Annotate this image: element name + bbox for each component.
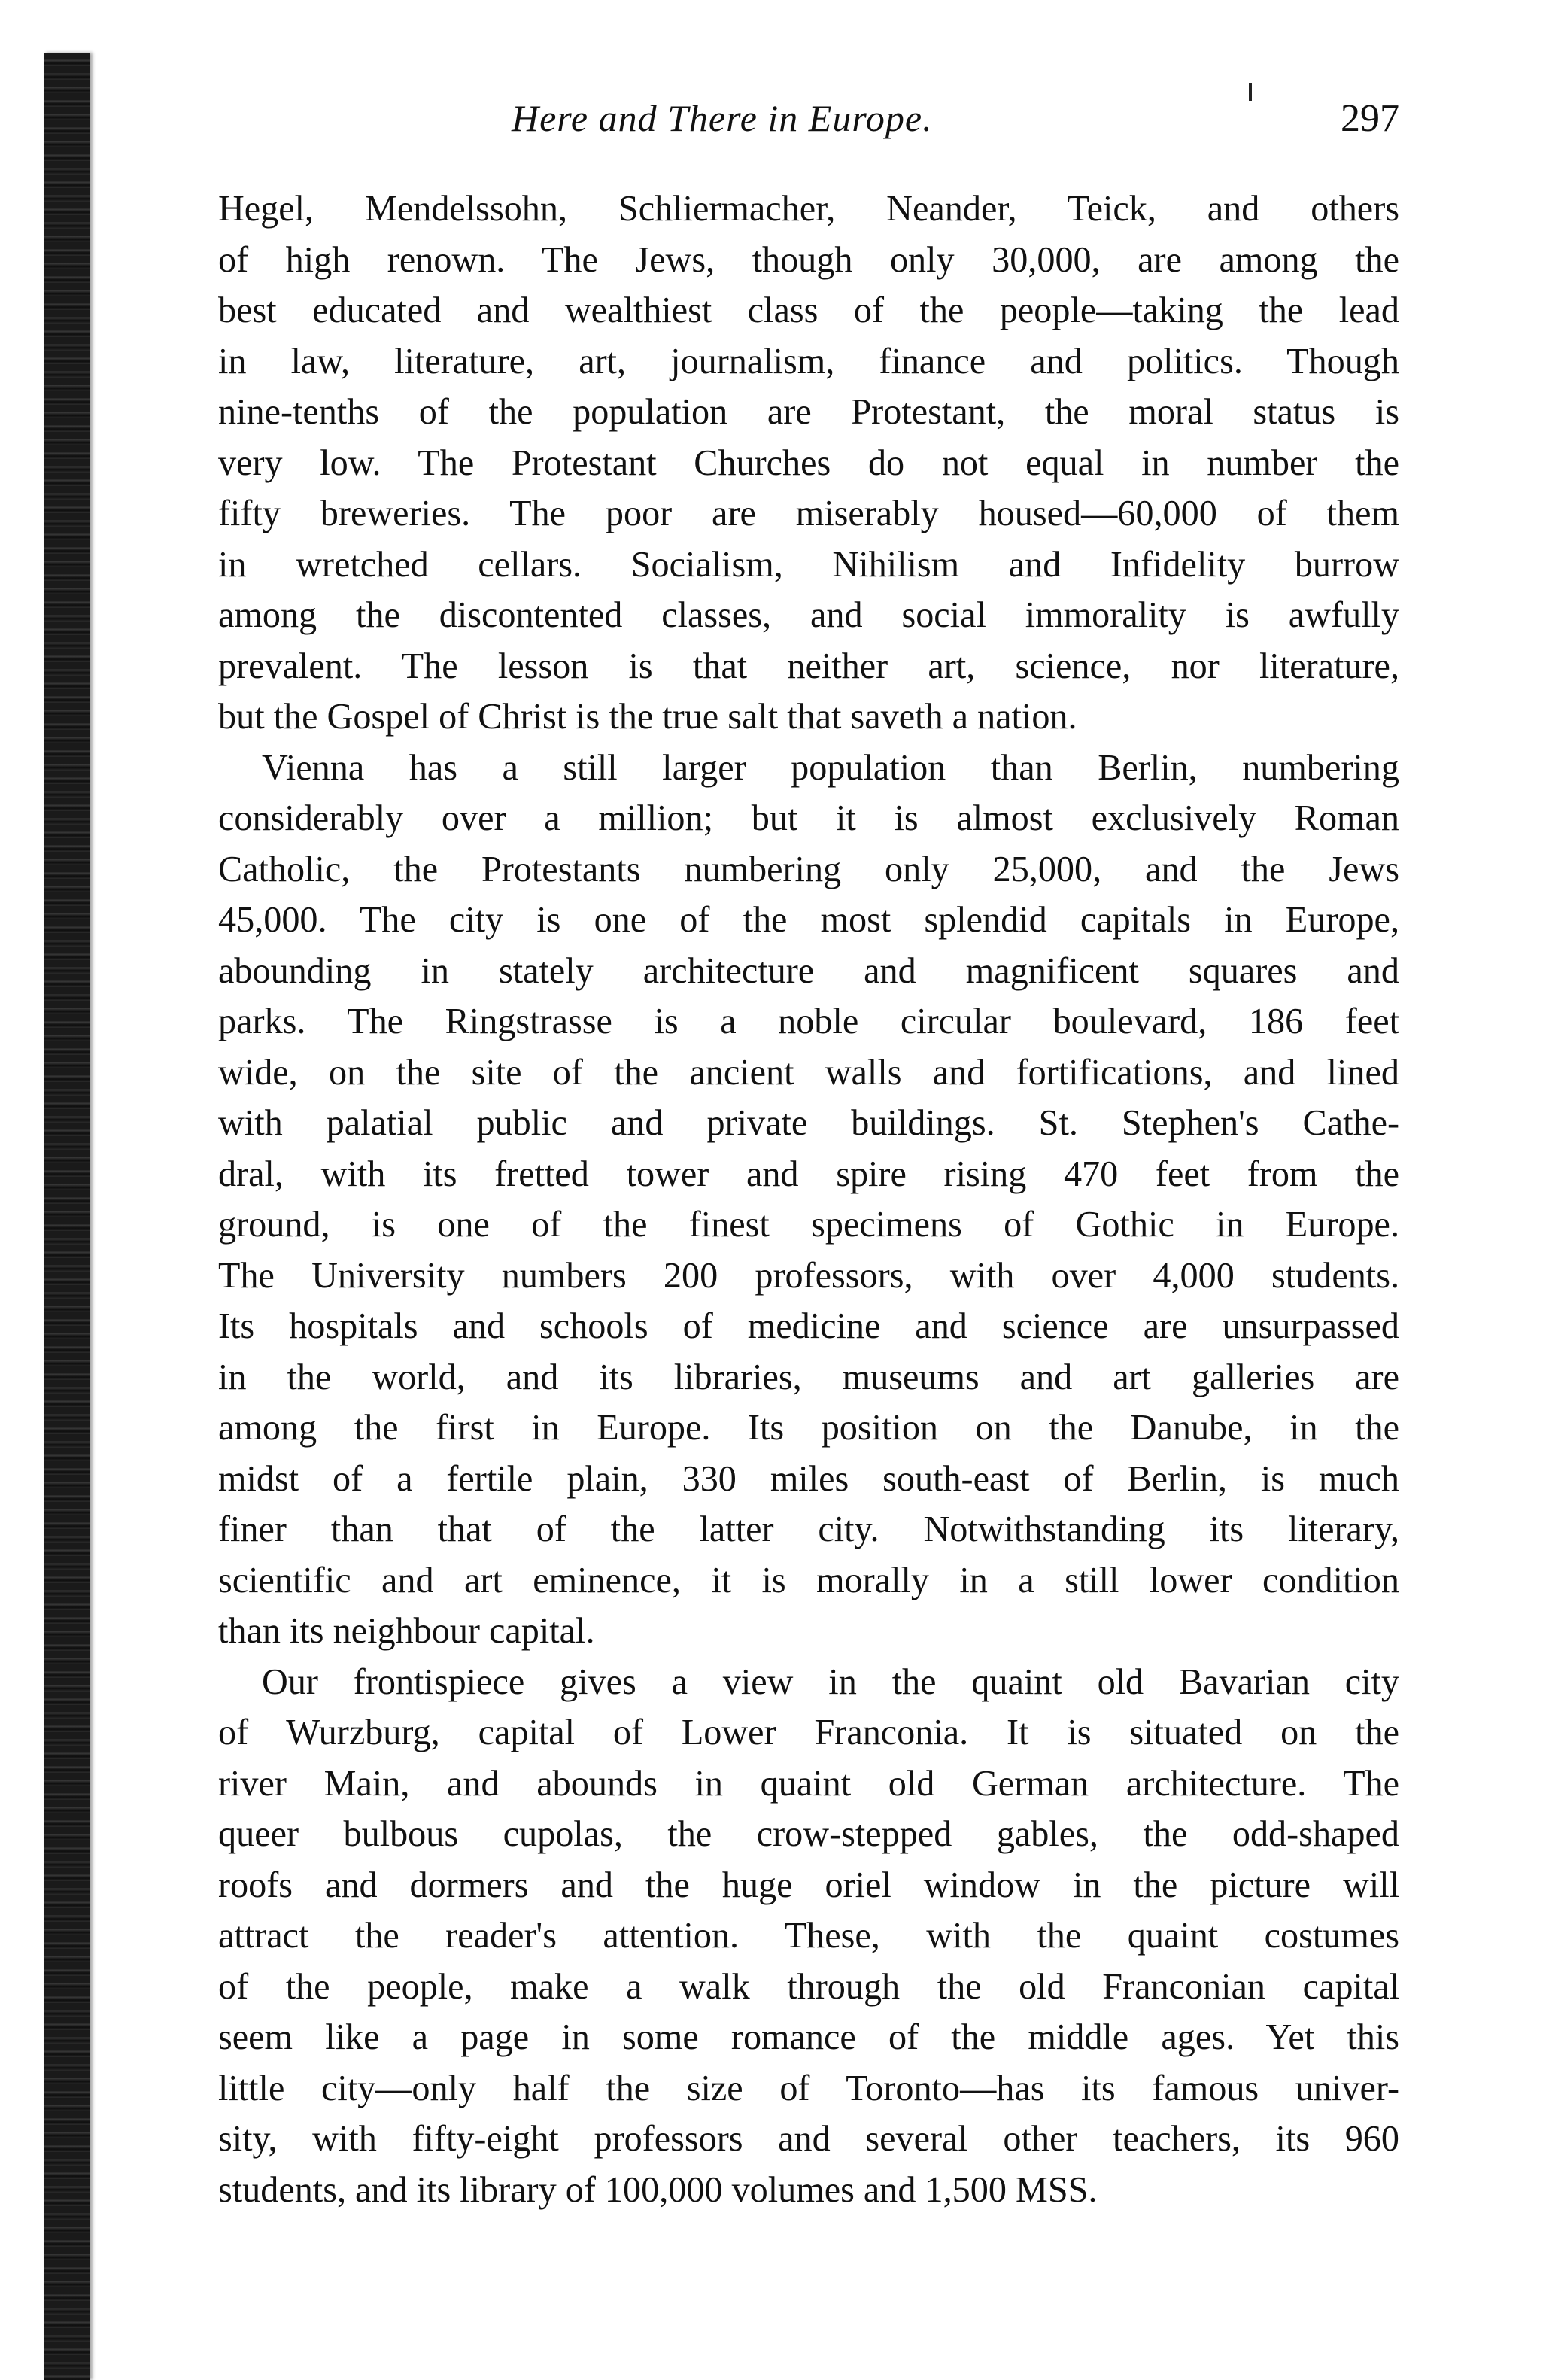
text-line: seem like a page in some romance of the middle ages. Yet this xyxy=(218,2017,1399,2057)
running-title: Here and There in Europe. xyxy=(512,97,933,139)
text-line: in wretched cellars. Socialism, Nihilism and Infidelity burrow xyxy=(218,544,1399,585)
text-line: students, and its library of 100,000 volumes and 1,500 MSS. xyxy=(218,2169,1098,2210)
text-line: queer bulbous cupolas, the crow-stepped gables, the odd-shaped xyxy=(218,1814,1399,1854)
text-line: Catholic, the Protestants numbering only 25,000, and the Jews xyxy=(218,849,1399,889)
book-binding-edge xyxy=(44,53,90,2380)
text-line: finer than that of the latter city. Notwithstanding its literary, xyxy=(218,1509,1399,1549)
text-line: Hegel, Mendelssohn, Schliermacher, Neander, Teick, and others xyxy=(218,189,1399,229)
text-line: dral, with its fretted tower and spire rising 470 feet from the xyxy=(218,1154,1399,1194)
text-line: Vienna has a still larger population than Berlin, numbering xyxy=(262,747,1399,788)
text-line: abounding in stately architecture and magnificent squares and xyxy=(218,950,1399,991)
text-line: wide, on the site of the ancient walls and fortifications, and lined xyxy=(218,1052,1399,1093)
text-line: nine-tenths of the population are Protestant, the moral status is xyxy=(218,392,1399,432)
text-line: midst of a fertile plain, 330 miles south-east of Berlin, is much xyxy=(218,1458,1399,1499)
text-line: but the Gospel of Christ is the true salt that saveth a nation. xyxy=(218,697,1077,737)
text-line: river Main, and abounds in quaint old German architecture. The xyxy=(218,1763,1399,1804)
stray-ink-mark xyxy=(1249,83,1252,101)
text-line: of the people, make a walk through the old Franconian capital xyxy=(218,1966,1399,2007)
text-line: of Wurzburg, capital of Lower Franconia. It is situated on the xyxy=(218,1713,1399,1752)
paragraph-berlin xyxy=(218,184,1399,743)
text-line: with palatial public and private buildings. St. Stephen's Cathe- xyxy=(218,1103,1399,1143)
text-line: in law, literature, art, journalism, finance and politics. Though xyxy=(218,341,1399,381)
text-line: roofs and dormers and the huge oriel window in the picture will xyxy=(218,1865,1399,1905)
text-line: ground, is one of the finest specimens of Gothic in Europe. xyxy=(218,1205,1399,1245)
text-line: of high renown. The Jews, though only 30,000, are among the xyxy=(218,239,1399,280)
text-line: considerably over a million; but it is almost exclusively Roman xyxy=(218,798,1399,838)
text-line: sity, with fifty-eight professors and several other teachers, its 960 xyxy=(218,2119,1399,2159)
text-line: Its hospitals and schools of medicine and science are unsurpassed xyxy=(218,1306,1399,1346)
text-line: than its neighbour capital. xyxy=(218,1611,595,1651)
text-line: in the world, and its libraries, museums and art galleries are xyxy=(218,1357,1399,1397)
running-head xyxy=(218,83,1399,150)
text-line: prevalent. The lesson is that neither art, science, nor literature, xyxy=(218,646,1399,686)
paragraph-wurzburg xyxy=(218,1657,1399,2216)
body-text xyxy=(218,184,1399,2215)
text-line: 45,000. The city is one of the most splendid capitals in Europe, xyxy=(218,900,1399,940)
book-page xyxy=(218,83,1399,2215)
text-line: little city—only half the size of Toronto—has its famous univer- xyxy=(218,2068,1399,2108)
text-line: parks. The Ringstrasse is a noble circular boulevard, 186 feet xyxy=(218,1002,1399,1041)
text-line: among the discontented classes, and social immorality is awfully xyxy=(218,595,1399,635)
paragraph-vienna xyxy=(218,743,1399,1657)
page-number: 297 xyxy=(1341,97,1399,140)
text-line: fifty breweries. The poor are miserably housed—60,000 of them xyxy=(218,494,1399,533)
text-line: The University numbers 200 professors, with over 4,000 students. xyxy=(218,1255,1399,1296)
text-line: Our frontispiece gives a view in the quaint old Bavarian city xyxy=(262,1661,1399,1702)
text-line: very low. The Protestant Churches do not equal in number the xyxy=(218,442,1399,483)
text-line: among the first in Europe. Its position on the Danube, in the xyxy=(218,1408,1399,1448)
text-line: scientific and art eminence, it is morally in a still lower condition xyxy=(218,1560,1399,1600)
text-line: best educated and wealthiest class of the people—taking the lead xyxy=(218,290,1399,330)
text-line: attract the reader's attention. These, with the quaint costumes xyxy=(218,1916,1399,1956)
